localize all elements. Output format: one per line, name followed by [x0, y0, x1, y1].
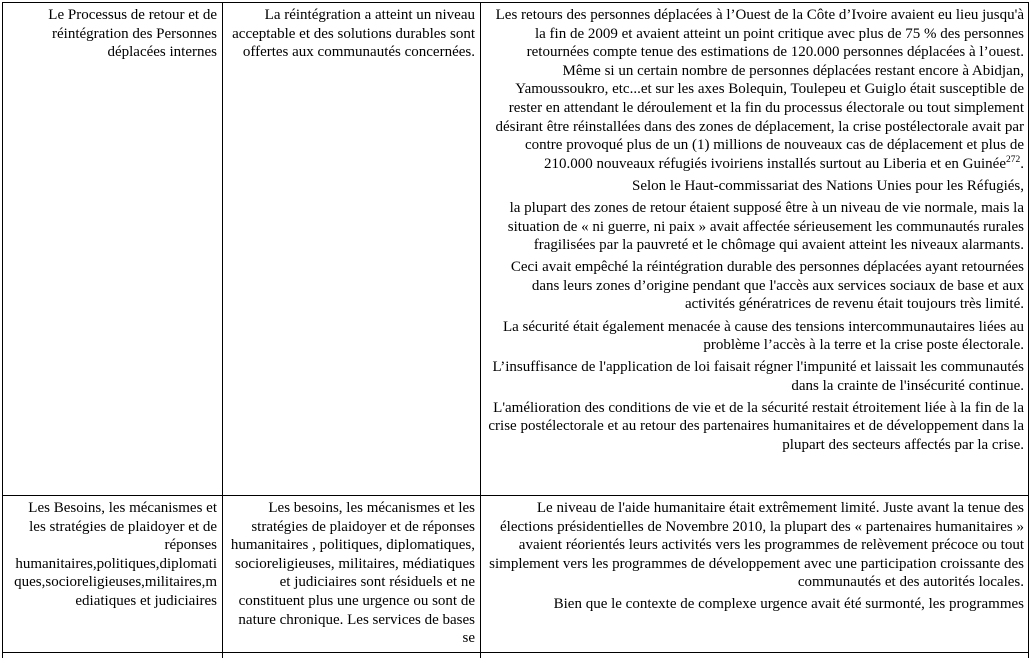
- table-row-besoins-plaidoyer: [3, 496, 1029, 653]
- analysis-paragraph: [485, 6, 1024, 173]
- cell-cutoff-3: [481, 652, 1029, 658]
- cell-analysis-besoins: [481, 496, 1029, 653]
- paragraph-text: Les retours des personnes déplacées à l’Ouest de la Côte d’Ivoire avaient eu lieu jusqu'à la fin de 2009 et avaient atteint un point critique avec plus de 75 % des personnes retournées compte tenue des estimations de 120.000 personnes déplacées à l’ouest. Même si un certain nombre de personnes déplacées restant encore à Abidjan, Yamoussoukro, etc...et sur les axes Bolequin, Toulepeu et Guiglo était susceptible de rester en attendant le déroulement et la fin du processus électorale ou tout simplement désirant être réinstallées dans des zones de déplacement, la crise postélectorale avait par contre provoqué plus de un (1) millions de nouveaux cas de déplacement et plus de 210.000 nouveaux réfugiés ivoiriens installés surtout au Liberia et en Guinée: [495, 7, 1024, 172]
- table-row-cutoff: [3, 652, 1029, 658]
- cell-topic-processus: Le Processus de retour et de réintégration des Personnes déplacées internes: [3, 3, 223, 496]
- idp-status-table: [2, 2, 1029, 658]
- analysis-paragraph: la plupart des zones de retour étaient supposé être à un niveau de vie normale, mais la situation de « ni guerre, ni paix » avait affectée sérieusement les communautés rurales fragilisées par la pauvreté et le chômage qui avaient atteint les niveaux alarmants.: [507, 199, 1024, 254]
- analysis-paragraph: L'amélioration des conditions de vie et de la sécurité restait étroitement liée à la fin de la crise postélectorale et au retour des partenaires humanitaires et de développement dans la plupart des secteurs affectés par la crise.: [488, 399, 1024, 454]
- analysis-paragraph: Le niveau de l'aide humanitaire était extrêmement limité. Juste avant la tenue des élections présidentielles de Novembre 2010, la plupart des « partenaires humanitaires » avaient réorientés leurs activités vers les programmes de relèvement précoce ou tout simplement vers les programmes de développement avec une participation croissante des communautés et des autorités locales.: [489, 500, 1024, 591]
- footnote-ref: 272: [1006, 154, 1021, 165]
- analysis-paragraph: L’insuffisance de l'application de loi faisait régner l'impunité et laissait les communautés dans la crainte de l'insécurité continue.: [492, 359, 1024, 394]
- analysis-paragraph: La sécurité était également menacée à cause des tensions intercommunautaires liées au problème l’accès à la terre et la crise poste électorale.: [502, 318, 1024, 354]
- cell-benchmark-processus: La réintégration a atteint un niveau acceptable et des solutions durables sont offertes aux communautés concernées.: [223, 3, 481, 496]
- cell-cutoff-2: [223, 652, 481, 658]
- cell-cutoff-1: [3, 652, 223, 658]
- cell-topic-besoins: Les Besoins, les mécanismes et les stratégies de plaidoyer et de réponses humanitaires,politiques,diplomatiques,socioreligieuses,militaires,mediatiques et judiciaires: [3, 496, 223, 653]
- table-row-processus-retour: [3, 3, 1029, 496]
- analysis-paragraph: Selon le Haut-commissariat des Nations Unies pour les Réfugiés,: [631, 177, 1024, 194]
- cell-analysis-processus: [481, 3, 1029, 496]
- paragraph-text: .: [1020, 155, 1024, 172]
- analysis-paragraph: Bien que le contexte de complexe urgence avait été surmonté, les programmes: [553, 596, 1024, 613]
- analysis-paragraph: Ceci avait empêché la réintégration durable des personnes déplacées ayant retournées dans leurs zones d’origine pendant que l'accès aux services sociaux de base et aux activités génératrices de revenu était toujours très limité.: [510, 259, 1024, 313]
- cell-benchmark-besoins: Les besoins, les mécanismes et les stratégies de plaidoyer et de réponses humanitaires , politiques, diplomatiques, socioreligieuses, militaires, médiatiques et judiciaires sont résiduels et ne constituent plus une urgence ou sont de nature chronique. Les services de bases se: [223, 496, 481, 653]
